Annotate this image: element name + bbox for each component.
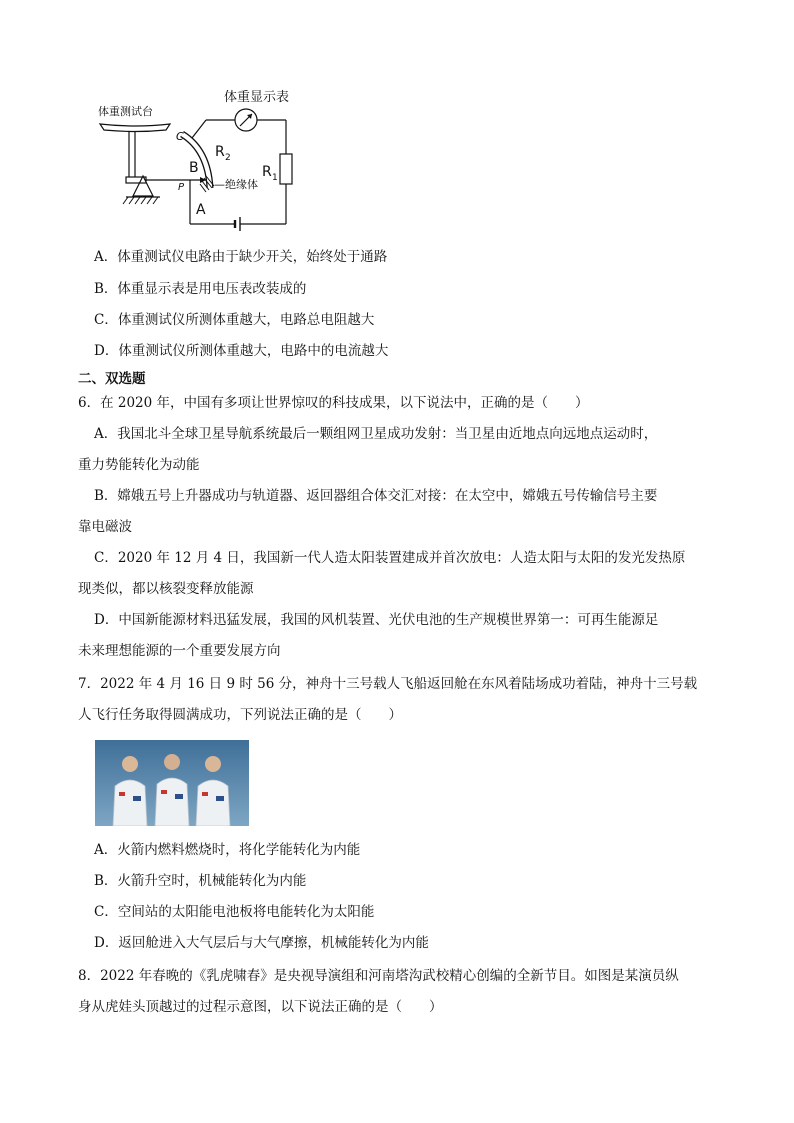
label-a: A (196, 202, 206, 218)
q6-option-b-line1: B．嫦娥五号上升器成功与轨道器、返回器组合体交汇对接：在太空中，嫦娥五号传输信号主要 (94, 488, 658, 504)
q7-option-b: B．火箭升空时，机械能转化为内能 (94, 873, 307, 889)
insulator-label: —绝缘体 (214, 178, 258, 191)
label-c: C (176, 130, 184, 143)
display-meter-label: 体重显示表 (224, 90, 290, 105)
weighing-platform (100, 124, 170, 132)
q6-option-d-line2: 未来理想能源的一个重要发展方向 (78, 643, 281, 659)
q7-option-a: A．火箭内燃料燃烧时，将化学能转化为内能 (94, 842, 361, 858)
q6-option-d-line1: D．中国新能源材料迅猛发展，我国的风机装置、光伏电池的生产规模世界第一：可再生能源足 (94, 612, 659, 628)
q8-stem-line2: 身从虎娃头顶越过的过程示意图，以下说法正确的是（ ） (78, 999, 443, 1015)
astronauts-photo (95, 740, 249, 826)
r2-subscript: 2 (225, 153, 231, 163)
q5-option-a: A．体重测试仪电路由于缺少开关，始终处于通路 (94, 249, 388, 265)
r2-label: R (215, 144, 225, 160)
q6-stem: 6．在 2020 年，中国有多项让世界惊叹的科技成果，以下说法中，正确的是（ ） (78, 395, 589, 411)
q6-option-b-line2: 靠电磁波 (78, 519, 132, 535)
label-b: B (189, 160, 199, 176)
q7-stem-line2: 人飞行任务取得圆满成功，下列说法正确的是（ ） (78, 707, 402, 723)
r1-subscript: 1 (272, 173, 278, 183)
q6-option-a-line2: 重力势能转化为动能 (78, 457, 200, 473)
q7-stem-line1: 7．2022 年 4 月 16 日 9 时 56 分，神舟十三号载人飞船返回舱在东风着陆场成功着陆，神舟十三号载 (78, 676, 698, 692)
section-title: 二、双选题 (78, 371, 146, 387)
q5-option-d: D．体重测试仪所测体重越大，电路中的电流越大 (94, 343, 389, 359)
q6-option-a-line1: A．我国北斗全球卫星导航系统最后一颗组网卫星成功发射：当卫星由近地点向远地点运动时， (94, 426, 658, 442)
q7-option-d: D．返回舱进入大气层后与大气摩擦，机械能转化为内能 (94, 935, 429, 951)
q6-option-c-line1: C．2020 年 12 月 4 日，我国新一代人造太阳装置建成并首次放电：人造太阳与太阳的发光发热原 (94, 550, 686, 566)
weight-scale-circuit-diagram (96, 84, 306, 234)
label-p: P (178, 182, 185, 193)
q5-option-b: B．体重显示表是用电压表改装成的 (94, 281, 307, 297)
r1-label: R (262, 164, 272, 180)
q8-stem-line1: 8．2022 年春晚的《乳虎啸春》是央视导演组和河南塔沟武校精心创编的全新节目。如图是某演员纵 (78, 968, 679, 984)
q5-option-c: C．体重测试仪所测体重越大，电路总电阻越大 (94, 312, 375, 328)
q6-option-c-line2: 现类似，都以核裂变释放能源 (78, 581, 254, 597)
platform-label: 体重测试台 (98, 105, 153, 118)
r1-resistor (280, 154, 292, 184)
q7-option-c: C．空间站的太阳能电池板将电能转化为太阳能 (94, 904, 375, 920)
